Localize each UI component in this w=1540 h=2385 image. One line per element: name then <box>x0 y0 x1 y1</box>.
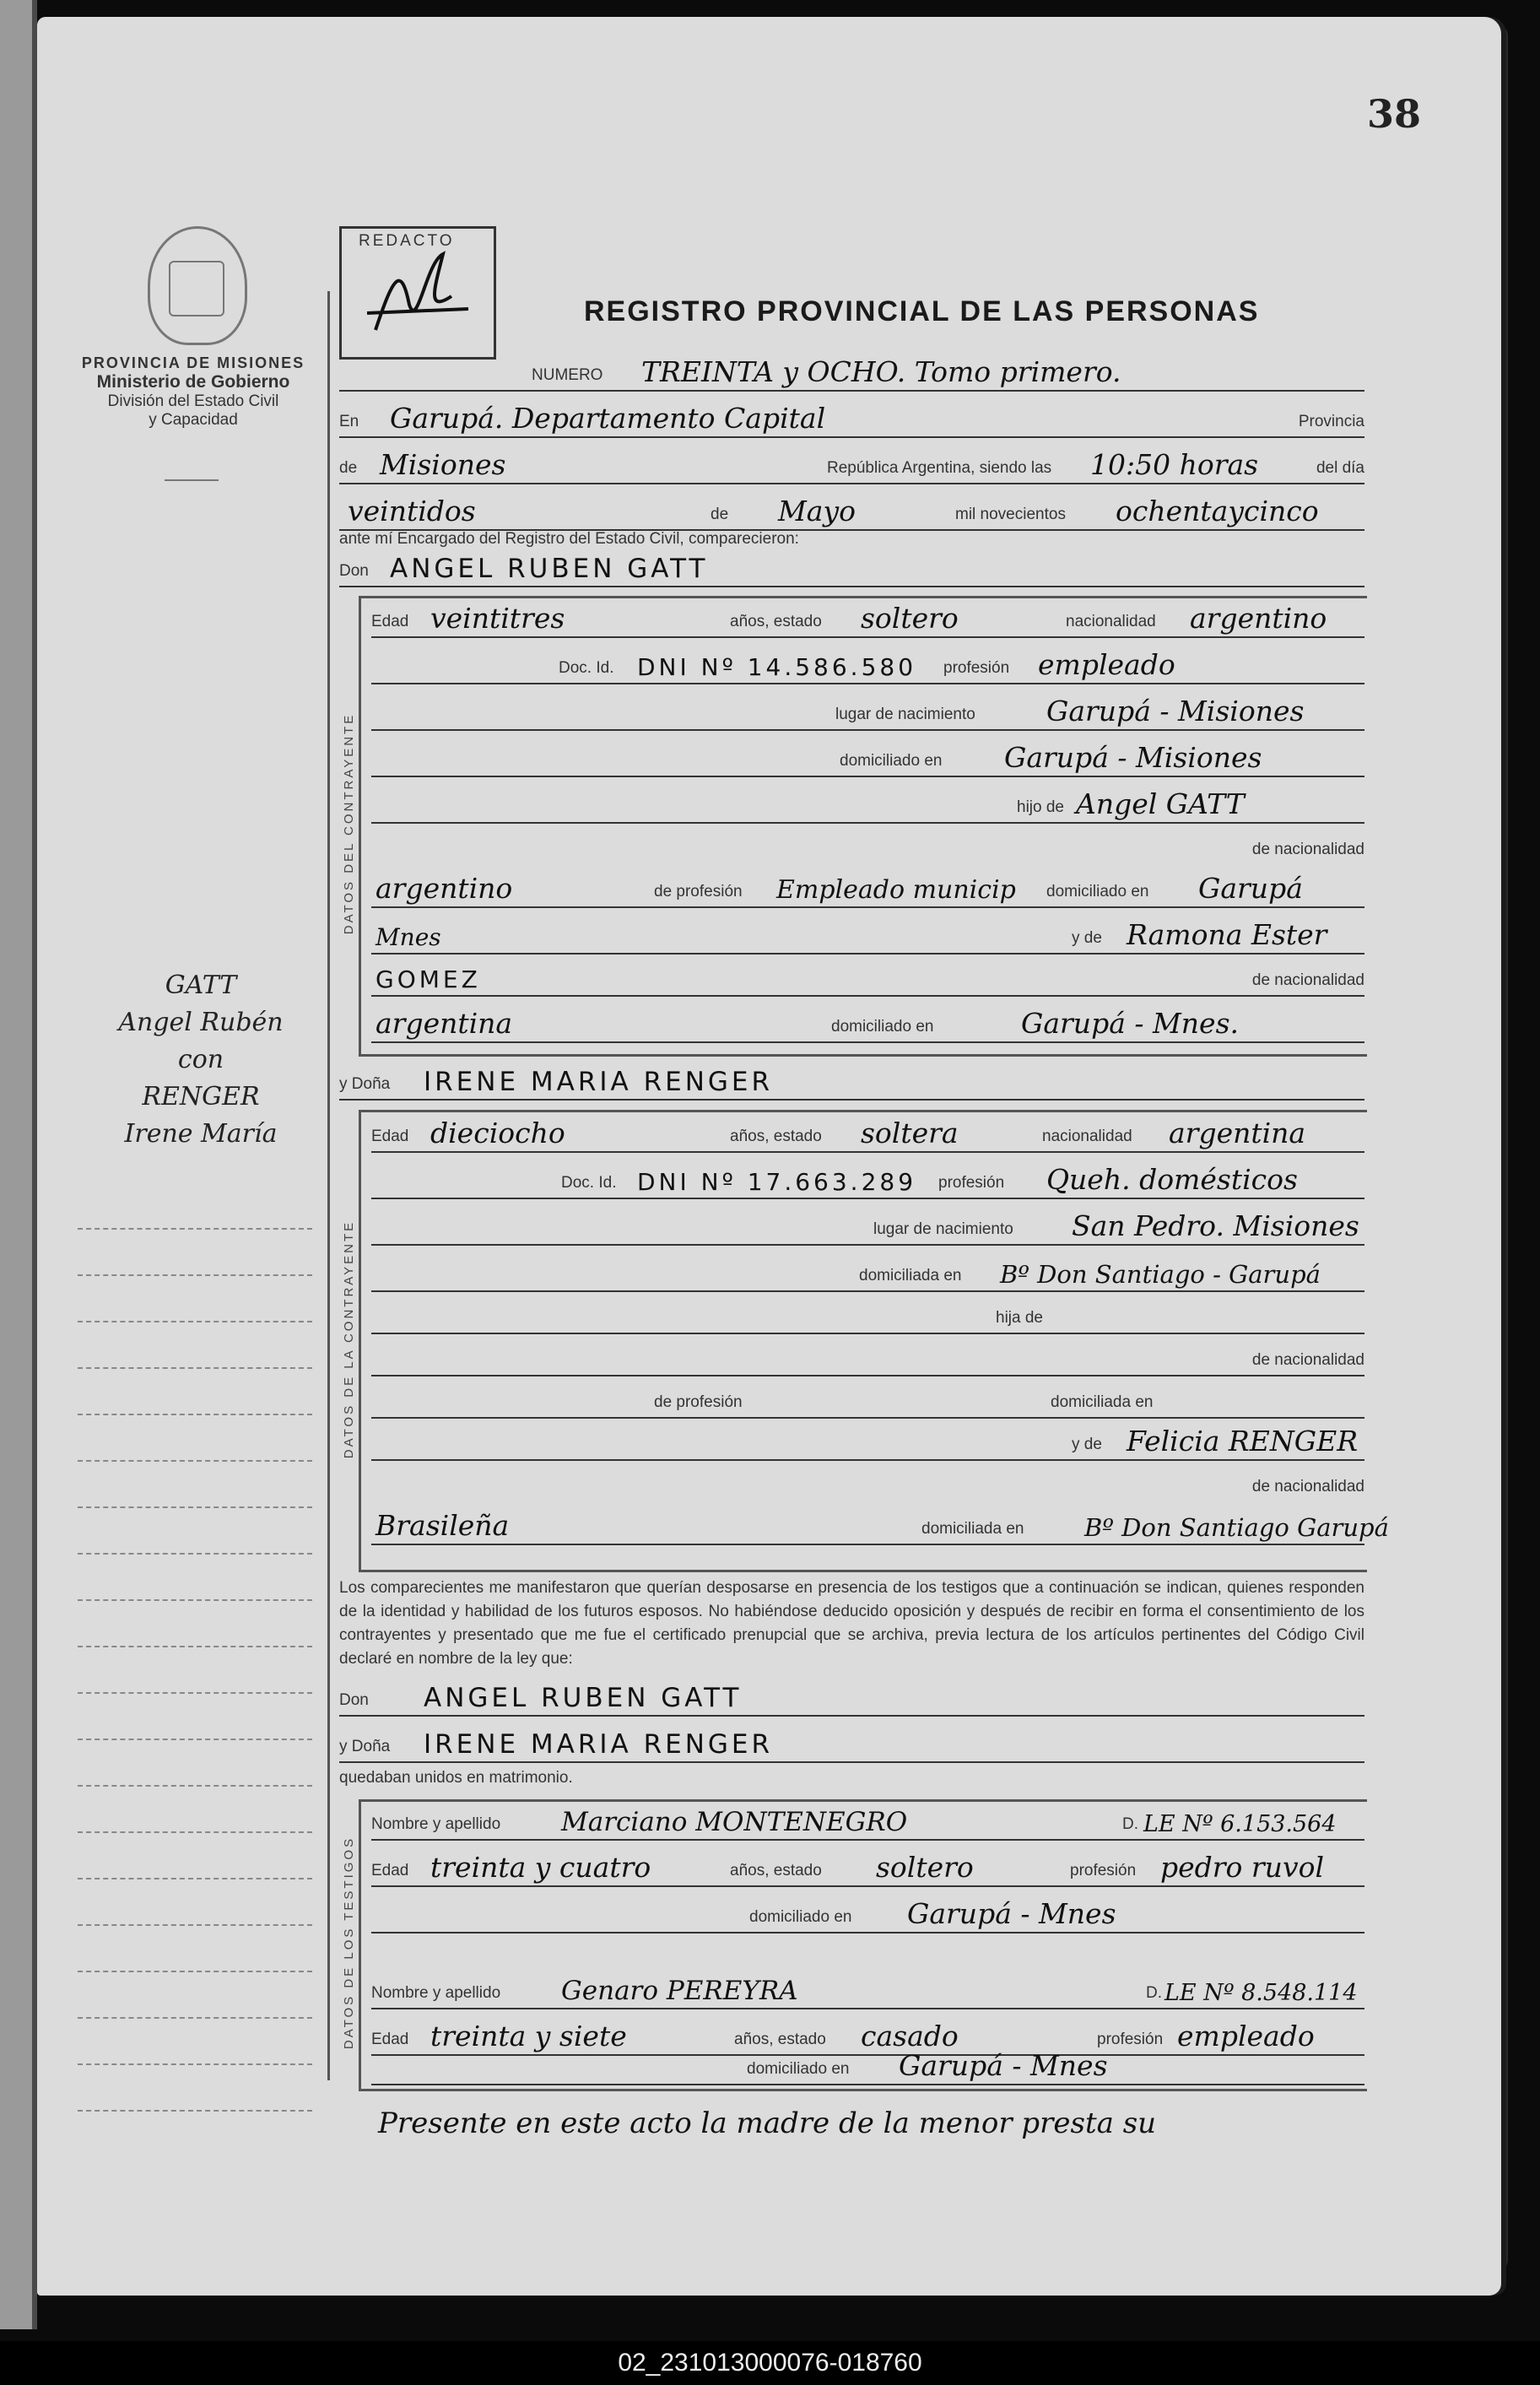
t1-nombre-label: Nombre y apellido <box>371 1815 501 1833</box>
hija-label: hija de <box>996 1309 1043 1327</box>
estado-value: soltero <box>861 602 959 635</box>
t2-nombre-value: Genaro PEREYRA <box>561 1976 798 2006</box>
closing-handwritten-text: Presente en este acto la madre de la menor presta su <box>378 2106 1157 2140</box>
edad-value: dieciocho <box>430 1117 565 1149</box>
coat-of-arms-seal-icon <box>148 226 247 345</box>
del-dia-label: del día <box>1316 459 1364 477</box>
t1-nombre-row <box>371 1802 1364 1841</box>
madre-dom-value: Bº Don Santiago Garupá <box>1084 1513 1389 1542</box>
provincia-label: Provincia <box>1298 413 1364 430</box>
de-row <box>339 446 1364 484</box>
c2-lugar-row <box>371 1207 1364 1246</box>
padre-dom-label: domiciliada en <box>1051 1393 1154 1411</box>
de-profesion-label: de profesión <box>654 883 743 900</box>
division-label: División del Estado Civil <box>107 392 279 410</box>
numero-value: TREINTA y OCHO. Tomo primero. <box>641 355 1121 388</box>
c2-edad-row <box>371 1114 1364 1153</box>
profesion-value: empleado <box>1038 648 1175 681</box>
t1-edad-label: Edad <box>371 1862 409 1879</box>
de-nacionalidad-label: de nacionalidad <box>1251 1351 1364 1369</box>
nacionalidad-value: argentino <box>1190 602 1327 635</box>
c-hijo-row <box>371 785 1364 824</box>
domiciliada-label: domiciliada en <box>859 1267 962 1284</box>
c-nac-row <box>371 827 1364 864</box>
nacionalidad-value: argentina <box>1169 1117 1306 1149</box>
madre-dom-label: domiciliado en <box>831 1018 934 1036</box>
madre-nac-value: Brasileña <box>376 1509 510 1542</box>
province-label: PROVINCIA DE MISIONES <box>81 354 305 371</box>
y-de-label: y de <box>1072 929 1102 947</box>
scan-id-footer: 02_231013000076-018760 <box>0 2341 1540 2385</box>
testigos-side-label: DATOS DE LOS TESTIGOS <box>342 1836 356 2050</box>
madre-value: Felicia RENGER <box>1127 1425 1359 1458</box>
domiciliado-label: domiciliado en <box>840 752 943 770</box>
margin-annotation <box>74 967 327 1153</box>
mil-label: mil novecientos <box>955 506 1066 523</box>
c2-padre-row <box>371 1380 1364 1419</box>
t2-edad-value: treinta y siete <box>430 2020 627 2052</box>
de-nacionalidad-label: de nacionalidad <box>1251 841 1364 858</box>
t1-dom-row <box>371 1895 1364 1933</box>
doc-value: DNI Nº 14.586.580 <box>637 653 917 681</box>
union-dona-label: y Doña <box>339 1738 391 1755</box>
c-madre2-row <box>371 958 1364 997</box>
t1-profesion-label: profesión <box>1070 1862 1137 1879</box>
t1-edad-row <box>371 1848 1364 1887</box>
profesion-label: profesión <box>938 1174 1005 1192</box>
c2-madre3-row <box>371 1506 1389 1545</box>
dona-label: y Doña <box>339 1075 391 1093</box>
domiciliada-value: Bº Don Santiago - Garupá <box>1000 1260 1321 1289</box>
t1-d-value: LE Nº 6.153.564 <box>1143 1811 1337 1837</box>
t1-estado-value: soltero <box>876 1851 974 1884</box>
madre-nac-value: argentina <box>376 1007 513 1040</box>
y-de-label: y de <box>1072 1436 1102 1453</box>
ante-label: ante mí Encargado del Registro del Estado Civil, comparecieron: <box>339 530 799 548</box>
republica-label: República Argentina, siendo las <box>827 459 1052 477</box>
c2-doc-row <box>371 1160 1364 1199</box>
anio-value: ochentaycinco <box>1116 495 1319 527</box>
padre-prof-value: Empleado municip <box>776 875 1016 905</box>
redacto-stamp <box>339 226 496 360</box>
form-title: REGISTRO PROVINCIAL DE LAS PERSONAS <box>584 295 1260 327</box>
padre-value: Angel GATT <box>1076 787 1245 820</box>
t2-dom-value: Garupá - Mnes <box>899 2049 1108 2082</box>
en-value: Garupá. Departamento Capital <box>390 402 826 435</box>
madre-apellido: GOMEZ <box>376 965 481 993</box>
t1-dom-label: domiciliado en <box>749 1908 852 1926</box>
lugar-value: San Pedro. Misiones <box>1072 1209 1359 1242</box>
t1-edad-value: treinta y cuatro <box>430 1851 651 1884</box>
t2-profesion-label: profesión <box>1097 2031 1164 2048</box>
margin-divider <box>327 291 330 2080</box>
c-doc-row <box>371 646 1364 684</box>
union-don-label: Don <box>339 1691 369 1709</box>
c-dom-row <box>371 738 1364 777</box>
en-row <box>339 399 1364 438</box>
quedaban-label: quedaban unidos en matrimonio. <box>339 1769 573 1787</box>
legal-paragraph: Los comparecientes me manifestaron que querían desposarse en presencia de los testigos que a continuación se indican, quienes responden de la identidad y habilidad de los futuros esposos. No habiéndose deducido oposición y después de recibir en forma el consentimiento de los contrayentes y presentado que me fue el certificado prenupcial que se archiva, previa lectura de los artículos pertinentes del Código Civil declaré en nombre de la ley que: <box>339 1579 1364 1668</box>
estado-label: años, estado <box>730 613 822 630</box>
de-profesion-label: de profesión <box>654 1393 743 1411</box>
profesion-label: profesión <box>943 659 1010 677</box>
padre-dom-label: domiciliado en <box>1046 883 1149 900</box>
doc-value: DNI Nº 17.663.289 <box>637 1168 917 1196</box>
de-nacionalidad-label2: de nacionalidad <box>1251 1478 1364 1495</box>
profesion-value: Queh. domésticos <box>1046 1163 1298 1196</box>
padre-nac-value: argentino <box>376 872 513 905</box>
t1-dom-value: Garupá - Mnes <box>907 1897 1116 1930</box>
union-don-value: ANGEL RUBEN GATT <box>424 1683 743 1713</box>
t2-dom-label: domiciliado en <box>747 2060 850 2078</box>
madre-dom-value: Garupá - Mnes. <box>1021 1007 1239 1040</box>
de-nacionalidad-label2: de nacionalidad <box>1251 971 1364 989</box>
t2-dom-row <box>371 2047 1364 2085</box>
margin-line: RENGER <box>142 1082 260 1111</box>
domiciliado-value: Garupá - Misiones <box>1004 741 1262 774</box>
t2-estado-value: casado <box>861 2020 959 2052</box>
doc-label: Doc. Id. <box>559 659 614 677</box>
t2-edad-label: Edad <box>371 2031 409 2048</box>
edad-value: veintitres <box>430 602 565 635</box>
book-edge <box>0 0 37 2329</box>
don-row <box>339 549 1364 587</box>
t2-nombre-label: Nombre y apellido <box>371 1984 501 2002</box>
don-value: ANGEL RUBEN GATT <box>390 554 709 584</box>
stamp-label: REDACTO <box>359 232 455 250</box>
c2-madre-row <box>371 1422 1364 1461</box>
nacionalidad-label: nacionalidad <box>1066 613 1156 630</box>
provincia-value: Misiones <box>380 448 506 481</box>
lugar-value: Garupá - Misiones <box>1046 695 1305 727</box>
t2-profesion-value: empleado <box>1177 2020 1315 2052</box>
lugar-label: lugar de nacimiento <box>835 706 975 723</box>
padre-dom-value2: Mnes <box>376 923 441 951</box>
margin-line: Irene María <box>124 1119 278 1149</box>
margin-line: con <box>177 1045 224 1074</box>
c2-dom-row <box>371 1253 1364 1292</box>
t2-nombre-row <box>371 1971 1364 2009</box>
t1-d-label: D. <box>1122 1815 1138 1833</box>
lugar-label: lugar de nacimiento <box>873 1220 1013 1238</box>
t2-estado-label: años, estado <box>734 2031 826 2048</box>
edad-label: Edad <box>371 613 409 630</box>
don-label: Don <box>339 562 369 580</box>
de2-label: de <box>711 506 729 523</box>
issuing-office-header <box>71 354 316 430</box>
numero-row <box>339 353 1364 392</box>
ministry-label: Ministerio de Gobierno <box>96 371 290 392</box>
page-number: 38 <box>1367 91 1422 137</box>
initials-signature-icon <box>342 229 494 357</box>
numero-label: NUMERO <box>532 366 603 384</box>
dona-row <box>339 1062 1364 1101</box>
en-label: En <box>339 413 359 430</box>
de-label: de <box>339 459 358 477</box>
c-lugar-row <box>371 692 1364 731</box>
nacionalidad-label: nacionalidad <box>1042 1128 1132 1145</box>
estado-label: años, estado <box>730 1128 822 1145</box>
dona-value: IRENE MARIA RENGER <box>424 1067 774 1097</box>
margin-ruled-lines <box>78 1183 312 2112</box>
c-madre3-row <box>371 1004 1364 1043</box>
t2-d-value: LE Nº 8.548.114 <box>1164 1980 1358 2006</box>
t1-profesion-value: pedro ruvol <box>1160 1851 1325 1884</box>
t1-nombre-value: Marciano MONTENEGRO <box>561 1807 908 1837</box>
t2-d-label: D. <box>1146 1984 1162 2002</box>
contrayente-side-label: DATOS DEL CONTRAYENTE <box>342 712 356 935</box>
c2-hija-row <box>371 1295 1364 1334</box>
contrayente2-side-label: DATOS DE LA CONTRAYENTE <box>342 1220 356 1459</box>
edad-label: Edad <box>371 1128 409 1145</box>
margin-line: GATT <box>165 971 237 1000</box>
c-padre-row <box>371 869 1364 908</box>
padre-dom-value: Garupá <box>1198 872 1303 905</box>
c2-nac2-row <box>371 1464 1364 1501</box>
header-divider <box>165 479 219 481</box>
c2-nac-row <box>371 1338 1364 1376</box>
estado-value: soltera <box>861 1117 959 1149</box>
hijo-label: hijo de <box>1017 798 1064 816</box>
t1-estado-label: años, estado <box>730 1862 822 1879</box>
mes-value: Mayo <box>778 495 856 527</box>
madre-dom-label: domiciliada en <box>921 1520 1024 1538</box>
c-edad-row <box>371 599 1364 638</box>
union-don-row <box>339 1678 1364 1717</box>
quedaban-row <box>339 1762 1364 1793</box>
dia-value: veintidos <box>348 495 476 527</box>
doc-label: Doc. Id. <box>561 1174 617 1192</box>
madre-value: Ramona Ester <box>1127 918 1327 951</box>
c-madre-row <box>371 916 1364 955</box>
margin-line: Angel Rubén <box>118 1008 284 1037</box>
capacity-label: y Capacidad <box>149 410 238 429</box>
union-dona-row <box>339 1724 1364 1763</box>
hora-value: 10:50 horas <box>1090 448 1259 481</box>
union-dona-value: IRENE MARIA RENGER <box>424 1729 774 1760</box>
